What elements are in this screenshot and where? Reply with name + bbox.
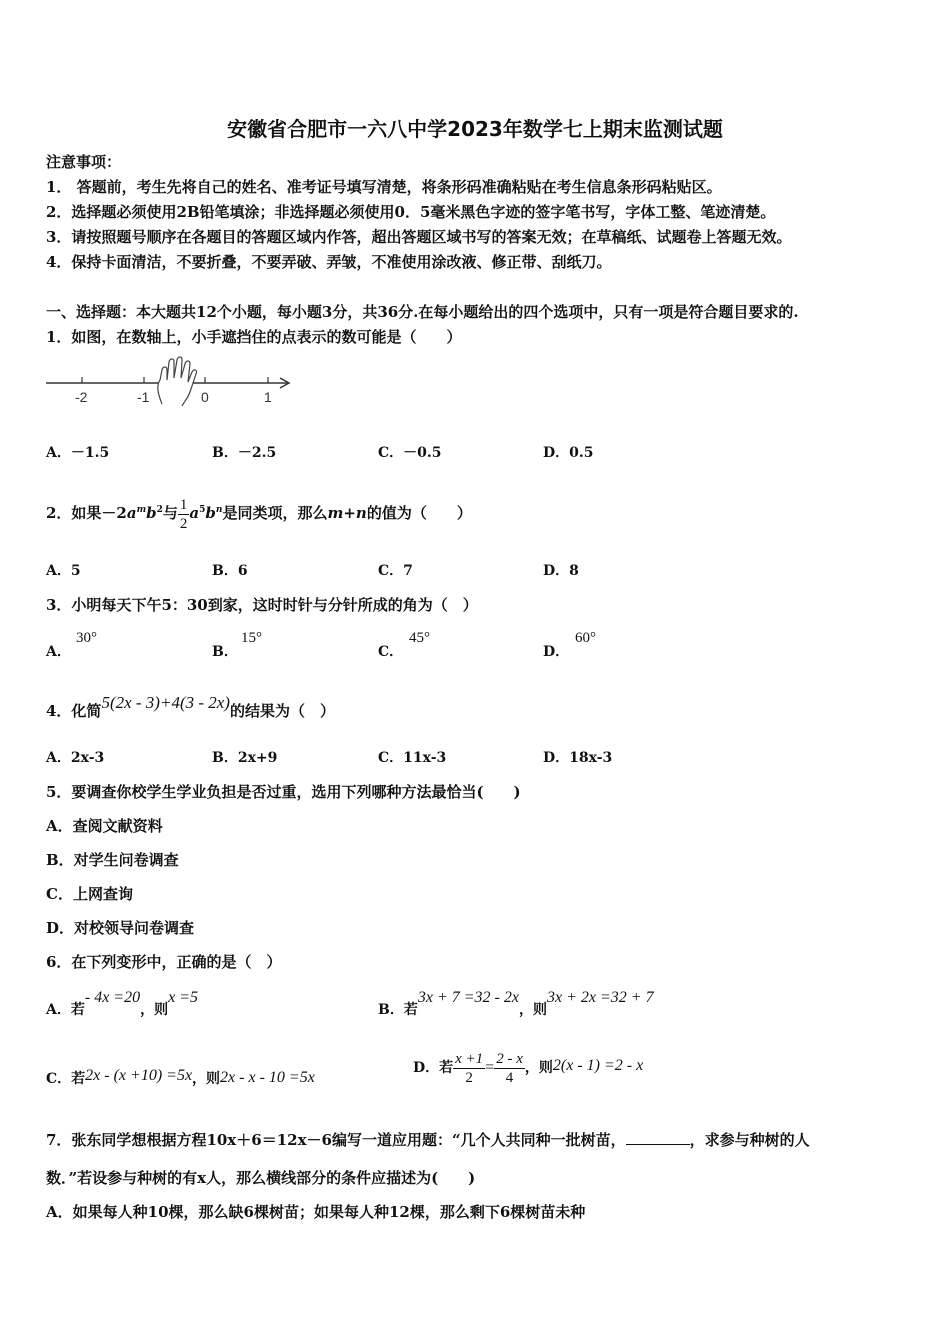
q7-line1-start: 7．张东同学想根据方程10x＋6＝12x－6编写一道应用题：“几个人共同种一批树苗， (46, 1131, 626, 1149)
axis-label: -1 (137, 389, 150, 405)
q3-option-b-value: 15° (241, 630, 262, 646)
q1-option-c: C．－0.5 (378, 445, 442, 461)
q4-expression: 5(2x - 3)+4(3 - 2x) (101, 693, 230, 712)
notice-item: 1． 答题前，考生先将自己的姓名、准考证号填写清楚，将条形码准确粘贴在考生信息条形码粘贴区。 (46, 178, 722, 196)
q5-option-a: A．查阅文献资料 (46, 817, 163, 835)
q2-suffix: 的值为（ ） (366, 504, 472, 522)
q2-exp: n (215, 505, 223, 515)
q6-d-fraction-right (494, 1050, 525, 1087)
q3-option-d: D． (543, 644, 570, 660)
q3-option-d-value: 60° (575, 630, 596, 646)
q5-option-c: C．上网查询 (46, 885, 133, 903)
question-6-stem: 6．在下列变形中，正确的是（ ） (46, 953, 282, 971)
fraction-numerator: x +1 (455, 1050, 484, 1067)
number-line-figure (44, 356, 294, 408)
q6-d-fraction-left (453, 1050, 485, 1087)
question-4-stem (46, 693, 335, 721)
q3-option-c: C． (378, 644, 404, 660)
fraction-numerator: 1 (179, 496, 188, 513)
q3-option-a-value: 30° (76, 630, 97, 646)
hand-icon (158, 357, 197, 406)
q3-option-a: A． (46, 644, 71, 660)
q1-option-d: D．0.5 (543, 445, 594, 461)
q2-exp: 2 (156, 505, 163, 515)
q2-suffix: 是同类项，那么 (222, 504, 328, 522)
axis-label: 0 (201, 389, 209, 405)
q6-d-then: ，则 (524, 1060, 553, 1076)
q6-c-condition: 2x - (x +10) =5x (85, 1067, 193, 1084)
q2-exp: m (136, 505, 147, 515)
fraction-denominator: 2 (179, 515, 188, 532)
q5-option-d: D．对校领导问卷调查 (46, 919, 195, 937)
q2-exp: 5 (199, 505, 206, 515)
q6-b-then: ，则 (518, 1002, 547, 1018)
q6-c-label: C．若 (46, 1071, 86, 1087)
q4-option-d: D．18x-3 (543, 750, 613, 766)
q2-option-c: C．7 (378, 563, 413, 579)
q2-term: b (146, 504, 157, 522)
fraction-denominator: 4 (505, 1069, 514, 1086)
q2-mn: m+n (327, 504, 367, 522)
q6-b-condition: 3x + 7 =32 - 2x (417, 989, 519, 1006)
q2-option-b: B．6 (212, 563, 248, 579)
q2-option-a: A．5 (46, 563, 81, 579)
q6-a-label: A．若 (46, 1002, 85, 1018)
answer-blank (626, 1130, 690, 1145)
axis-label: 1 (264, 389, 272, 405)
q7-option-a: A．如果每人种10棵，那么缺6棵树苗；如果每人种12棵，那么剩下6棵树苗未种 (46, 1203, 586, 1221)
q2-mid: 与 (162, 504, 178, 522)
q2-option-d: D．8 (543, 563, 579, 579)
page-title: 安徽省合肥市一六八中学2023年数学七上期末监测试题 (227, 117, 723, 141)
q4-option-c: C．11x-3 (378, 750, 447, 766)
q6-option-c (46, 1069, 315, 1089)
q2-term: a (189, 504, 200, 522)
q6-option-a (46, 989, 199, 1020)
question-3-stem: 3．小明每天下午5：30到家，这时时针与分针所成的角为（ ） (46, 596, 478, 614)
q6-c-then: ，则 (192, 1071, 221, 1087)
q4-suffix: 的结果为（ ） (229, 702, 335, 720)
fraction-denominator: 2 (465, 1069, 473, 1086)
q6-b-label: B．若 (378, 1002, 418, 1018)
q3-option-b: B． (212, 644, 238, 660)
question-7-stem (46, 1130, 810, 1150)
question-7-stem-line2: 数．”若设参与种树的有x人，那么横线部分的条件应描述为( ) (46, 1169, 476, 1187)
question-1-stem: 1．如图，在数轴上，小手遮挡住的点表示的数可能是（ ） (46, 328, 462, 346)
notice-item: 3．请按照题号顺序在各题目的答题区域内作答，超出答题区域书写的答案无效；在草稿纸、试题卷上答题无效。 (46, 228, 792, 246)
q3-option-c-value: 45° (409, 630, 430, 646)
q1-option-b: B．－2.5 (212, 445, 277, 461)
q2-term: a (126, 504, 137, 522)
axis-label: -2 (75, 389, 88, 405)
question-2-stem (46, 490, 472, 533)
question-5-stem: 5．要调查你校学生学业负担是否过重，选用下列哪种方法最恰当( ) (46, 783, 521, 801)
q6-a-condition: - 4x =20 (84, 989, 141, 1006)
q6-a-then: ，则 (140, 1002, 169, 1018)
q1-option-a: A．－1.5 (46, 445, 110, 461)
q6-c-result: 2x - x - 10 =5x (220, 1069, 315, 1086)
q6-d-equals: = (485, 1059, 495, 1076)
notice-item: 2．选择题必须使用2B铅笔填涂；非选择题必须使用0．5毫米黑色字迹的签字笔书写，字体工整、笔迹清楚。 (46, 203, 776, 221)
q6-a-result: x =5 (168, 989, 199, 1006)
q2-fraction (178, 496, 190, 533)
q4-prefix: 4．化简 (46, 702, 102, 720)
section-heading: 一、选择题：本大题共12个小题，每小题3分，共36分.在每小题给出的四个选项中，只有一项是符合题目要求的. (46, 303, 799, 321)
notice-item: 4．保持卡面清洁，不要折叠，不要弄破、弄皱，不准使用涂改液、修正带、刮纸刀。 (46, 253, 612, 271)
q6-option-b (378, 989, 654, 1020)
q6-d-label: D．若 (413, 1060, 454, 1076)
q4-option-a: A．2x-3 (46, 750, 105, 766)
q7-line1-end: ，求参与种树的人 (689, 1131, 810, 1149)
q6-option-d (413, 1046, 643, 1090)
fraction-numerator: 2 - x (496, 1050, 523, 1067)
notice-heading: 注意事项： (46, 153, 122, 171)
q6-d-result: 2(x - 1) =2 - x (552, 1057, 644, 1074)
q2-prefix: 2．如果－2 (46, 504, 127, 522)
q4-option-b: B．2x+9 (212, 750, 278, 766)
q2-term: b (205, 504, 216, 522)
q6-b-result: 3x + 2x =32 + 7 (546, 989, 654, 1006)
q5-option-b: B．对学生问卷调查 (46, 851, 179, 869)
